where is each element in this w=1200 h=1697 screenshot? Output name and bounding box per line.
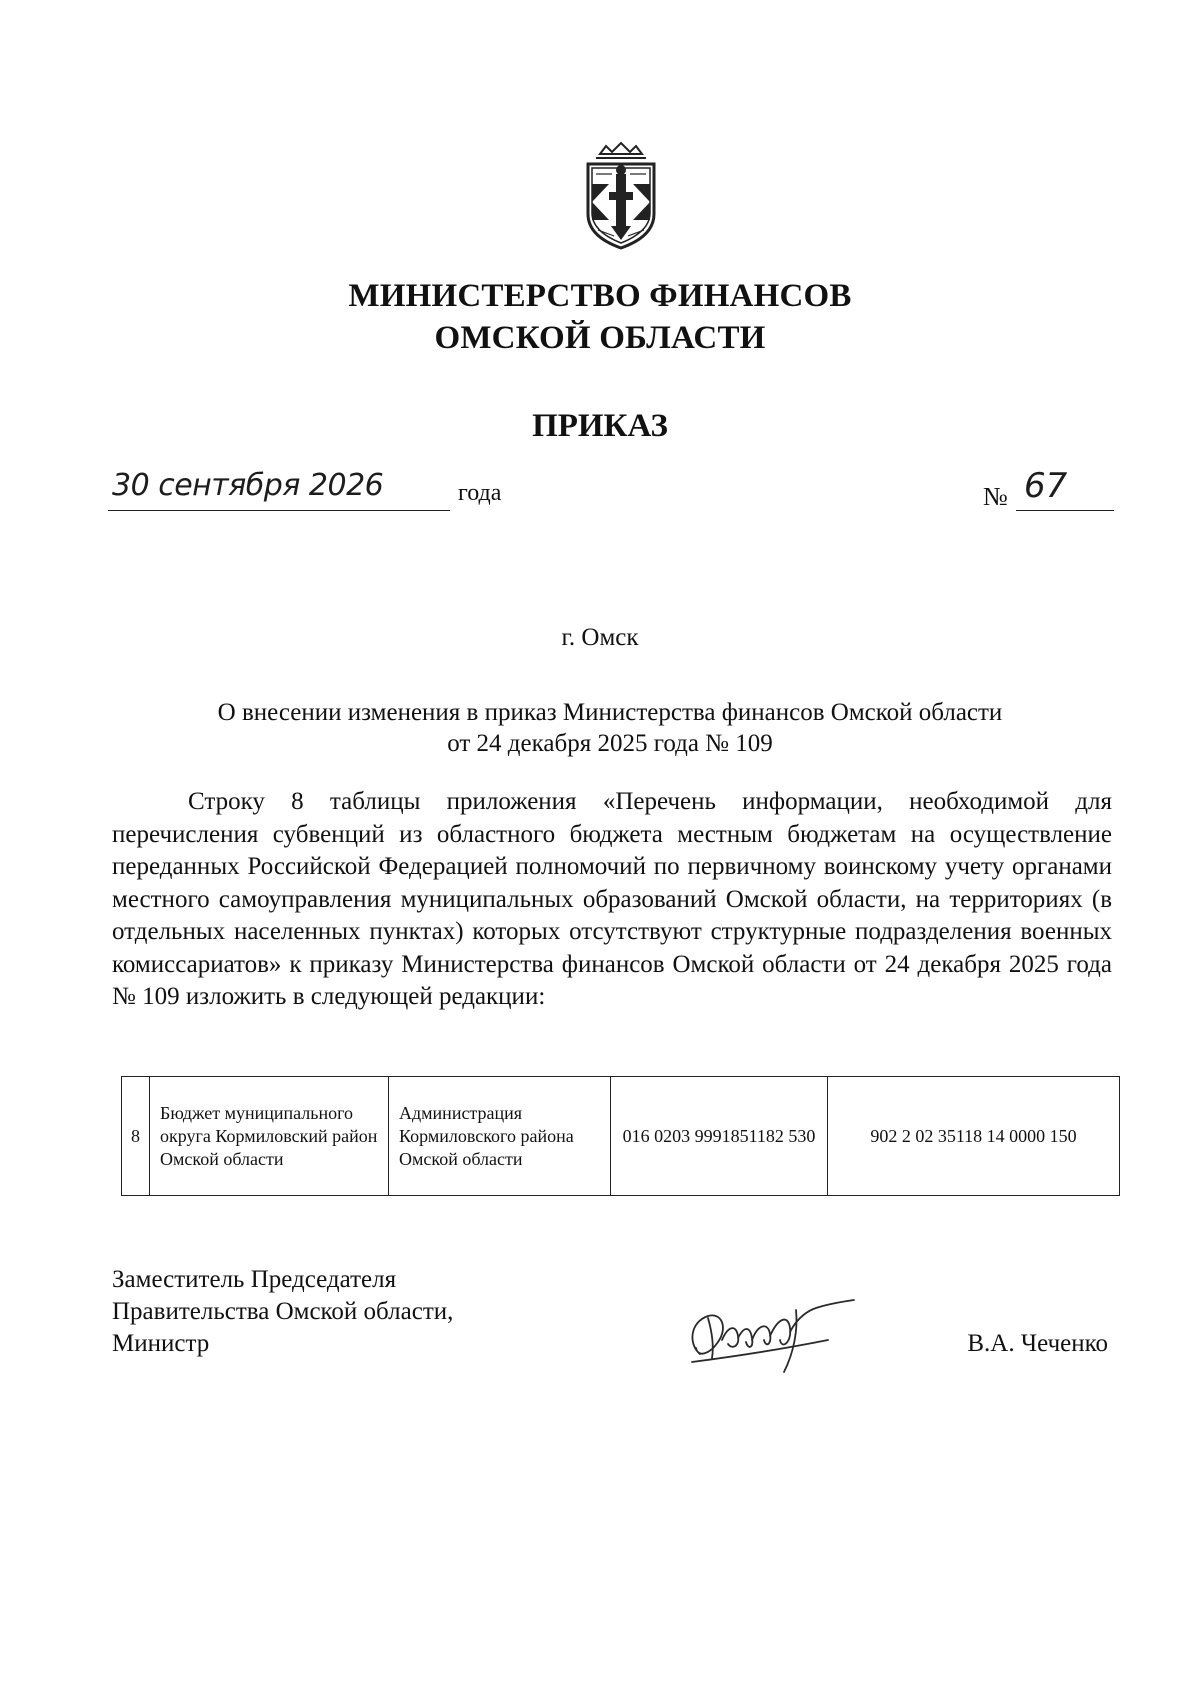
ministry-name-line2: ОМСКОЙ ОБЛАСТИ [434, 320, 766, 356]
code1-cell: 016 0203 9991851182 530 [611, 1077, 828, 1196]
city: г. Омск [561, 624, 639, 651]
omsk-coat-of-arms-icon [578, 140, 664, 250]
row-number-cell: 8 [122, 1077, 150, 1196]
order-number-sign: № [983, 482, 1008, 511]
ministry-name-line1: МИНИСТЕРСТВО ФИНАНСОВ [348, 278, 852, 314]
budget-cell: Бюджет муниципального округа Кормиловский район Омской области [150, 1077, 389, 1196]
signer-position-line3: Министр [112, 1330, 210, 1357]
signer-position [112, 1264, 453, 1360]
order-title: ПРИКАЗ [532, 408, 668, 444]
amendment-table [121, 1076, 1120, 1196]
signer-name: В.А. Чеченко [967, 1330, 1108, 1357]
handwritten-signature-icon [678, 1296, 858, 1376]
table-row [122, 1077, 1120, 1196]
order-date-suffix: года [458, 480, 502, 506]
subject-line2: от 24 декабря 2025 года № 109 [447, 730, 773, 757]
order-number-handwritten: 67 [1024, 466, 1068, 506]
signer-position-line1: Заместитель Председателя [112, 1266, 397, 1293]
order-date-handwritten: 30 сентября 2026 [112, 468, 384, 503]
administration-cell: Администрация Кормиловского района Омской области [389, 1077, 611, 1196]
code2-cell: 902 2 02 35118 14 0000 150 [828, 1077, 1120, 1196]
signer-position-line2: Правительства Омской области, [112, 1298, 454, 1325]
order-subject [110, 697, 1110, 759]
subject-line1: О внесении изменения в приказ Министерства финансов Омской области [217, 699, 1003, 726]
order-body: Строку 8 таблицы приложения «Перечень информации, необходимой для перечисления субвенций из областного бюджета местным бюджетам на осуществление переданных Российской Федерацией полномочий по первичному воинскому учету органами местного самоуправления муниципальных образований Омской области, на территориях (в отдельных населенных пунктах) которых отсутствуют структурные подразделения военных комиссариатов» к приказу Министерства финансов Омской области от 24 декабря 2025 года № 109 изложить в следующей редакции: [112, 788, 1112, 1010]
